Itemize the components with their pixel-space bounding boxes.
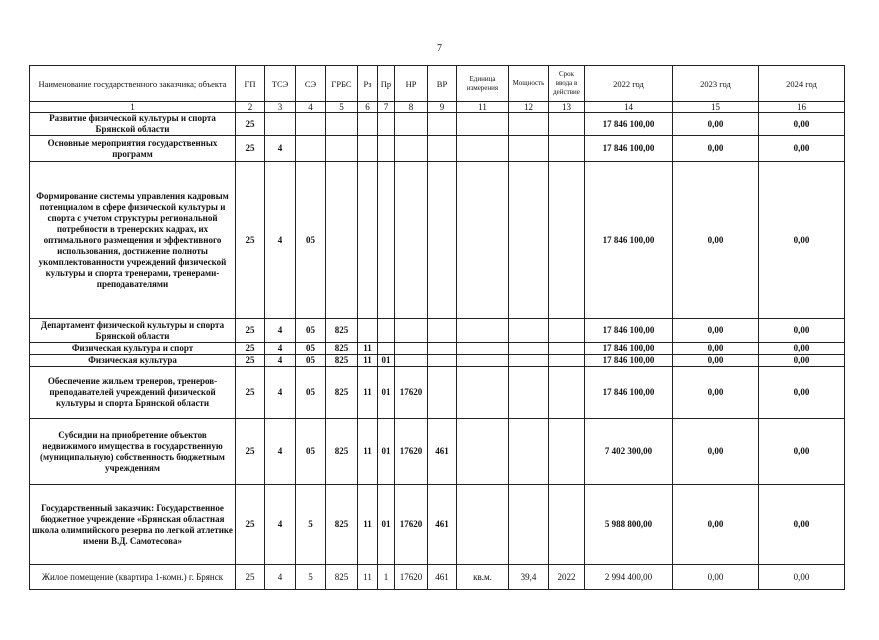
cell-term [549, 419, 585, 485]
table-row [30, 419, 845, 485]
cell-gp: 25 [236, 136, 265, 162]
cell-2022: 5 988 800,00 [585, 485, 673, 565]
cell-rz [358, 136, 378, 162]
cell-power [509, 162, 549, 319]
cell-term [549, 162, 585, 319]
column-number: 6 [358, 102, 378, 113]
cell-2023: 0,00 [673, 367, 759, 419]
cell-unit [457, 343, 509, 355]
header-cell: ВР [428, 66, 457, 102]
cell-unit [457, 367, 509, 419]
cell-pr: 01 [378, 419, 395, 485]
header-cell: Единица измерения [457, 66, 509, 102]
page-number: 7 [437, 43, 442, 54]
column-number: 3 [265, 102, 296, 113]
cell-rz: 11 [358, 367, 378, 419]
column-number: 11 [457, 102, 509, 113]
cell-pr: 01 [378, 355, 395, 367]
cell-rz: 11 [358, 419, 378, 485]
cell-unit [457, 113, 509, 136]
table-row [30, 367, 845, 419]
cell-term [549, 367, 585, 419]
table-row [30, 343, 845, 355]
cell-se: 05 [296, 343, 326, 355]
budget-table [29, 65, 845, 590]
cell-pr: 01 [378, 485, 395, 565]
cell-2023: 0,00 [673, 343, 759, 355]
header-cell: Срок ввода в действие [549, 66, 585, 102]
cell-se: 05 [296, 367, 326, 419]
cell-rz [358, 319, 378, 343]
cell-nr: 17620 [395, 367, 428, 419]
cell-grbs: 825 [326, 343, 358, 355]
header-cell: СЭ [296, 66, 326, 102]
cell-term [549, 113, 585, 136]
table-row [30, 113, 845, 136]
row-name: Департамент физической культуры и спорта Брянской области [30, 319, 236, 343]
cell-power [509, 343, 549, 355]
column-number: 14 [585, 102, 673, 113]
cell-tse: 4 [265, 565, 296, 590]
cell-vr [428, 136, 457, 162]
cell-gp: 25 [236, 343, 265, 355]
header-cell: ТСЭ [265, 66, 296, 102]
cell-2024: 0,00 [759, 367, 845, 419]
row-name: Жилое помещение (квартира 1-комн.) г. Брянск [30, 565, 236, 590]
cell-2024: 0,00 [759, 162, 845, 319]
cell-unit [457, 162, 509, 319]
cell-term [549, 136, 585, 162]
cell-grbs [326, 113, 358, 136]
cell-tse: 4 [265, 485, 296, 565]
cell-term [549, 319, 585, 343]
cell-se [296, 113, 326, 136]
cell-tse: 4 [265, 319, 296, 343]
cell-grbs: 825 [326, 367, 358, 419]
cell-tse [265, 113, 296, 136]
column-number: 15 [673, 102, 759, 113]
cell-2023: 0,00 [673, 136, 759, 162]
cell-power [509, 367, 549, 419]
cell-term [549, 343, 585, 355]
cell-grbs: 825 [326, 355, 358, 367]
row-name: Развитие физической культуры и спорта Брянской области [30, 113, 236, 136]
cell-tse: 4 [265, 355, 296, 367]
cell-vr [428, 113, 457, 136]
table-row [30, 355, 845, 367]
cell-unit [457, 485, 509, 565]
cell-2024: 0,00 [759, 343, 845, 355]
cell-tse: 4 [265, 367, 296, 419]
table-row [30, 162, 845, 319]
header-row [30, 66, 845, 102]
row-name: Государственный заказчик: Государственное бюджетное учреждение «Брянская областная школа олимпийского резерва по легкой атлетике имени В.Д. Самотесова» [30, 485, 236, 565]
header-cell: ГП [236, 66, 265, 102]
column-number: 1 [30, 102, 236, 113]
cell-rz: 11 [358, 343, 378, 355]
header-cell: 2024 год [759, 66, 845, 102]
cell-gp: 25 [236, 367, 265, 419]
cell-power [509, 419, 549, 485]
cell-power: 39,4 [509, 565, 549, 590]
cell-nr: 17620 [395, 565, 428, 590]
cell-2023: 0,00 [673, 162, 759, 319]
row-name: Физическая культура [30, 355, 236, 367]
cell-rz: 11 [358, 565, 378, 590]
column-number: 2 [236, 102, 265, 113]
column-number: 9 [428, 102, 457, 113]
cell-2022: 17 846 100,00 [585, 162, 673, 319]
cell-2024: 0,00 [759, 419, 845, 485]
cell-2022: 17 846 100,00 [585, 113, 673, 136]
cell-vr [428, 355, 457, 367]
cell-gp: 25 [236, 113, 265, 136]
cell-2024: 0,00 [759, 113, 845, 136]
column-number: 4 [296, 102, 326, 113]
column-number: 13 [549, 102, 585, 113]
cell-term [549, 485, 585, 565]
cell-2022: 17 846 100,00 [585, 355, 673, 367]
cell-2023: 0,00 [673, 319, 759, 343]
cell-se: 05 [296, 355, 326, 367]
cell-power [509, 113, 549, 136]
cell-tse: 4 [265, 162, 296, 319]
cell-se: 5 [296, 565, 326, 590]
header-cell: 2023 год [673, 66, 759, 102]
cell-tse: 4 [265, 419, 296, 485]
cell-term [549, 355, 585, 367]
table-row [30, 319, 845, 343]
cell-rz: 11 [358, 355, 378, 367]
row-name: Основные мероприятия государственных программ [30, 136, 236, 162]
cell-gp: 25 [236, 319, 265, 343]
column-number-row [30, 102, 845, 113]
table-row [30, 136, 845, 162]
cell-pr [378, 136, 395, 162]
cell-se: 05 [296, 162, 326, 319]
table-row [30, 485, 845, 565]
cell-gp: 25 [236, 419, 265, 485]
table-row [30, 565, 845, 590]
cell-2023: 0,00 [673, 355, 759, 367]
cell-grbs: 825 [326, 565, 358, 590]
cell-se: 05 [296, 319, 326, 343]
cell-rz [358, 162, 378, 319]
cell-gp: 25 [236, 355, 265, 367]
cell-unit [457, 319, 509, 343]
column-number: 5 [326, 102, 358, 113]
cell-unit [457, 419, 509, 485]
cell-vr [428, 367, 457, 419]
cell-se: 5 [296, 485, 326, 565]
cell-2022: 17 846 100,00 [585, 367, 673, 419]
cell-pr [378, 319, 395, 343]
header-cell: 2022 год [585, 66, 673, 102]
cell-se: 05 [296, 419, 326, 485]
cell-unit [457, 136, 509, 162]
cell-power [509, 355, 549, 367]
cell-rz: 11 [358, 485, 378, 565]
cell-term: 2022 [549, 565, 585, 590]
cell-nr [395, 136, 428, 162]
cell-nr [395, 162, 428, 319]
cell-tse: 4 [265, 136, 296, 162]
cell-rz [358, 113, 378, 136]
cell-nr: 17620 [395, 419, 428, 485]
cell-tse: 4 [265, 343, 296, 355]
cell-2024: 0,00 [759, 485, 845, 565]
cell-vr [428, 319, 457, 343]
cell-pr [378, 113, 395, 136]
cell-power [509, 485, 549, 565]
cell-power [509, 319, 549, 343]
cell-2024: 0,00 [759, 136, 845, 162]
cell-2022: 7 402 300,00 [585, 419, 673, 485]
cell-grbs: 825 [326, 485, 358, 565]
header-cell: Наименование государственного заказчика; объекта [30, 66, 236, 102]
cell-2022: 17 846 100,00 [585, 343, 673, 355]
cell-grbs [326, 162, 358, 319]
cell-2022: 17 846 100,00 [585, 319, 673, 343]
cell-vr: 461 [428, 419, 457, 485]
cell-unit [457, 355, 509, 367]
cell-gp: 25 [236, 485, 265, 565]
cell-nr [395, 355, 428, 367]
cell-pr: 1 [378, 565, 395, 590]
row-name: Формирование системы управления кадровым потенциалом в сфере физической культуры и спорта с учетом структуры региональной потребности в тренерских кадрах, их оптимального размещения и эффективного использования, достижение полноты укомплектованности учреждений физической культуры и спорта тренерами, тренерами-преподавателями [30, 162, 236, 319]
cell-nr [395, 113, 428, 136]
row-name: Физическая культура и спорт [30, 343, 236, 355]
cell-vr: 461 [428, 485, 457, 565]
header-cell: ГРБС [326, 66, 358, 102]
cell-nr [395, 343, 428, 355]
cell-2024: 0,00 [759, 355, 845, 367]
column-number: 16 [759, 102, 845, 113]
cell-pr [378, 343, 395, 355]
header-cell: Пр [378, 66, 395, 102]
cell-2024: 0,00 [759, 319, 845, 343]
column-number: 7 [378, 102, 395, 113]
header-cell: Рз [358, 66, 378, 102]
cell-pr [378, 162, 395, 319]
row-name: Обеспечение жильем тренеров, тренеров-преподавателей учреждений физической культуры и спорта Брянской области [30, 367, 236, 419]
cell-vr: 461 [428, 565, 457, 590]
header-cell: НР [395, 66, 428, 102]
cell-power [509, 136, 549, 162]
cell-vr [428, 162, 457, 319]
cell-2022: 2 994 400,00 [585, 565, 673, 590]
cell-unit: кв.м. [457, 565, 509, 590]
cell-2023: 0,00 [673, 565, 759, 590]
cell-gp: 25 [236, 162, 265, 319]
cell-2023: 0,00 [673, 419, 759, 485]
cell-grbs: 825 [326, 319, 358, 343]
cell-grbs: 825 [326, 419, 358, 485]
cell-pr: 01 [378, 367, 395, 419]
header-cell: Мощность [509, 66, 549, 102]
column-number: 12 [509, 102, 549, 113]
cell-2023: 0,00 [673, 113, 759, 136]
cell-grbs [326, 136, 358, 162]
cell-2023: 0,00 [673, 485, 759, 565]
cell-2022: 17 846 100,00 [585, 136, 673, 162]
cell-se [296, 136, 326, 162]
row-name: Субсидии на приобретение объектов недвижимого имущества в государственную (муниципальную) собственность бюджетным учреждениям [30, 419, 236, 485]
cell-vr [428, 343, 457, 355]
column-number: 8 [395, 102, 428, 113]
cell-nr [395, 319, 428, 343]
cell-gp: 25 [236, 565, 265, 590]
cell-nr: 17620 [395, 485, 428, 565]
cell-2024: 0,00 [759, 565, 845, 590]
